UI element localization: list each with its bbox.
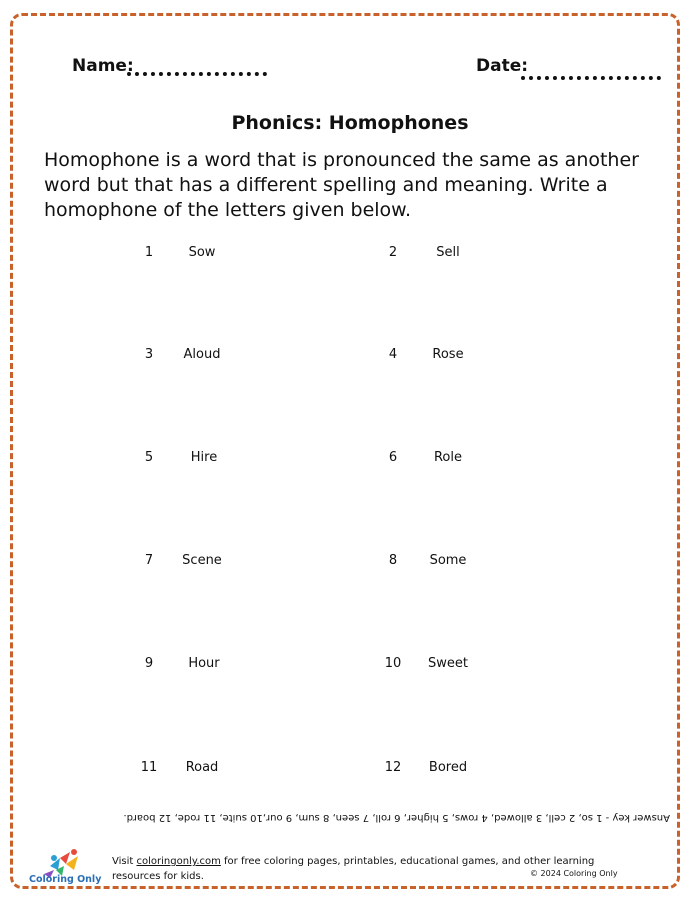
- name-blank: [127, 72, 267, 76]
- item-word: Scene: [182, 553, 222, 568]
- footer-visit: Visit: [112, 856, 134, 867]
- date-blank: [521, 76, 661, 80]
- footer-link[interactable]: coloringonly.com: [136, 856, 221, 867]
- item-number: 11: [140, 760, 158, 775]
- page-border: [10, 13, 680, 889]
- instructions: Homophone is a word that is pronounced the same as another word but that has a different spelling and meaning. Write a homophone of the letters given below.: [44, 149, 639, 221]
- item-word: Hire: [190, 450, 218, 465]
- item-word: Road: [185, 760, 219, 775]
- item-number: 2: [388, 245, 398, 260]
- footer-rest: for free coloring pages, printables, educational games, and other learning resources for kids.: [112, 856, 595, 882]
- item-number: 10: [384, 656, 402, 671]
- item-number: 5: [144, 450, 154, 465]
- name-label: Name:: [72, 56, 134, 76]
- item-word: Hour: [188, 656, 220, 671]
- copyright: © 2024 Coloring Only: [530, 869, 618, 878]
- item-number: 3: [144, 347, 154, 362]
- logo-text: Coloring Only: [29, 874, 102, 885]
- item-word: Role: [433, 450, 462, 465]
- item-word: Some: [429, 553, 467, 568]
- item-number: 1: [144, 245, 154, 260]
- date-label: Date:: [476, 56, 529, 76]
- item-number: 6: [388, 450, 398, 465]
- item-number: 4: [388, 347, 398, 362]
- item-number: 12: [384, 760, 402, 775]
- item-word: Bored: [428, 760, 468, 775]
- item-word: Sweet: [428, 656, 468, 671]
- item-number: 8: [388, 553, 398, 568]
- worksheet-title: Phonics: Homophones: [231, 112, 469, 134]
- item-word: Sow: [188, 245, 216, 260]
- answer-key: Answer key - 1 so, 2 cell, 3 allowed, 4 rows, 5 higher, 6 roll, 7 seen, 8 sum, 9 our,10 suite, 11 rode, 12 board.: [123, 812, 670, 823]
- item-number: 9: [144, 656, 154, 671]
- item-word: Aloud: [183, 347, 221, 362]
- item-word: Rose: [432, 347, 464, 362]
- item-word: Sell: [436, 245, 460, 260]
- item-number: 7: [144, 553, 154, 568]
